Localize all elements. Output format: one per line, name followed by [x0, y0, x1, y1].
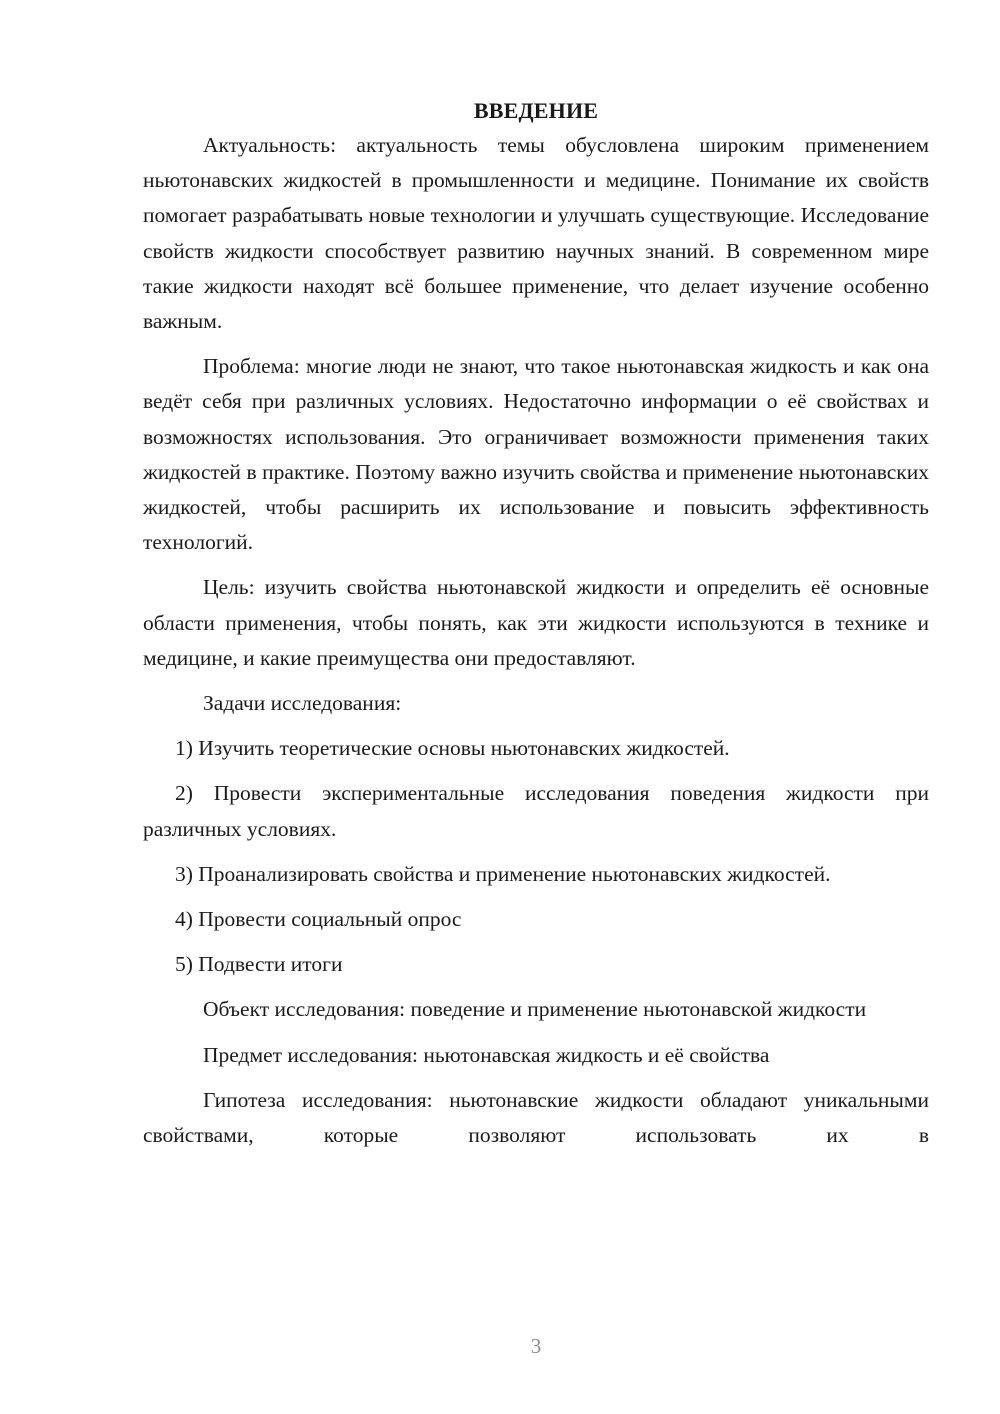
- subject-paragraph: Предмет исследования: ньютонавская жидкость и её свойства: [203, 1042, 770, 1067]
- object-paragraph: Объект исследования: поведение и применение ньютонавской жидкости: [203, 997, 867, 1022]
- task-item-4: 4) Провести социальный опрос: [175, 907, 462, 932]
- task-item-5: 5) Подвести итоги: [175, 952, 343, 977]
- page-number: 3: [530, 1334, 542, 1358]
- goal-paragraph: Цель: изучить свойства ньютонавской жидкости и определить её основные области применения, чтобы понять, как эти жидкости используются в технике и медицине, и какие преимущества они предоставляют.: [143, 575, 929, 670]
- task-item-1: 1) Изучить теоретические основы ньютонавских жидкостей.: [175, 736, 730, 761]
- problem-paragraph: Проблема: многие люди не знают, что такое ньютонавская жидкость и как она ведёт себя при различных условиях. Недостаточно информации о её свойствах и возможностях использования. Это ограничивает возможности применения таких жидкостей в практике. Поэтому важно изучить свойства и применение ньютонавских жидкостей, чтобы расширить их использование и повысить эффективность технологий.: [143, 354, 929, 555]
- section-heading: ВВЕДЕНИЕ: [473, 98, 599, 123]
- relevance-paragraph: Актуальность: актуальность темы обусловлена широким применением ньютонавских жидкостей в промышленности и медицине. Понимание их свойств помогает разрабатывать новые технологии и улучшать существующие. Исследование свойств жидкости способствует развитию научных знаний. В современном мире такие жидкости находят всё большее применение, что делает изучение особенно важным.: [143, 133, 929, 334]
- task-item-2: 2) Провести экспериментальные исследования поведения жидкости при различных условиях.: [143, 781, 929, 841]
- hypothesis-paragraph: Гипотеза исследования: ньютонавские жидкости обладают уникальными свойствами, которые позволяют использовать их в: [143, 1087, 929, 1148]
- task-item-3: 3) Проанализировать свойства и применение ньютонавских жидкостей.: [175, 861, 831, 886]
- tasks-title: Задачи исследования:: [203, 691, 402, 716]
- document-page: [143, 93, 929, 1163]
